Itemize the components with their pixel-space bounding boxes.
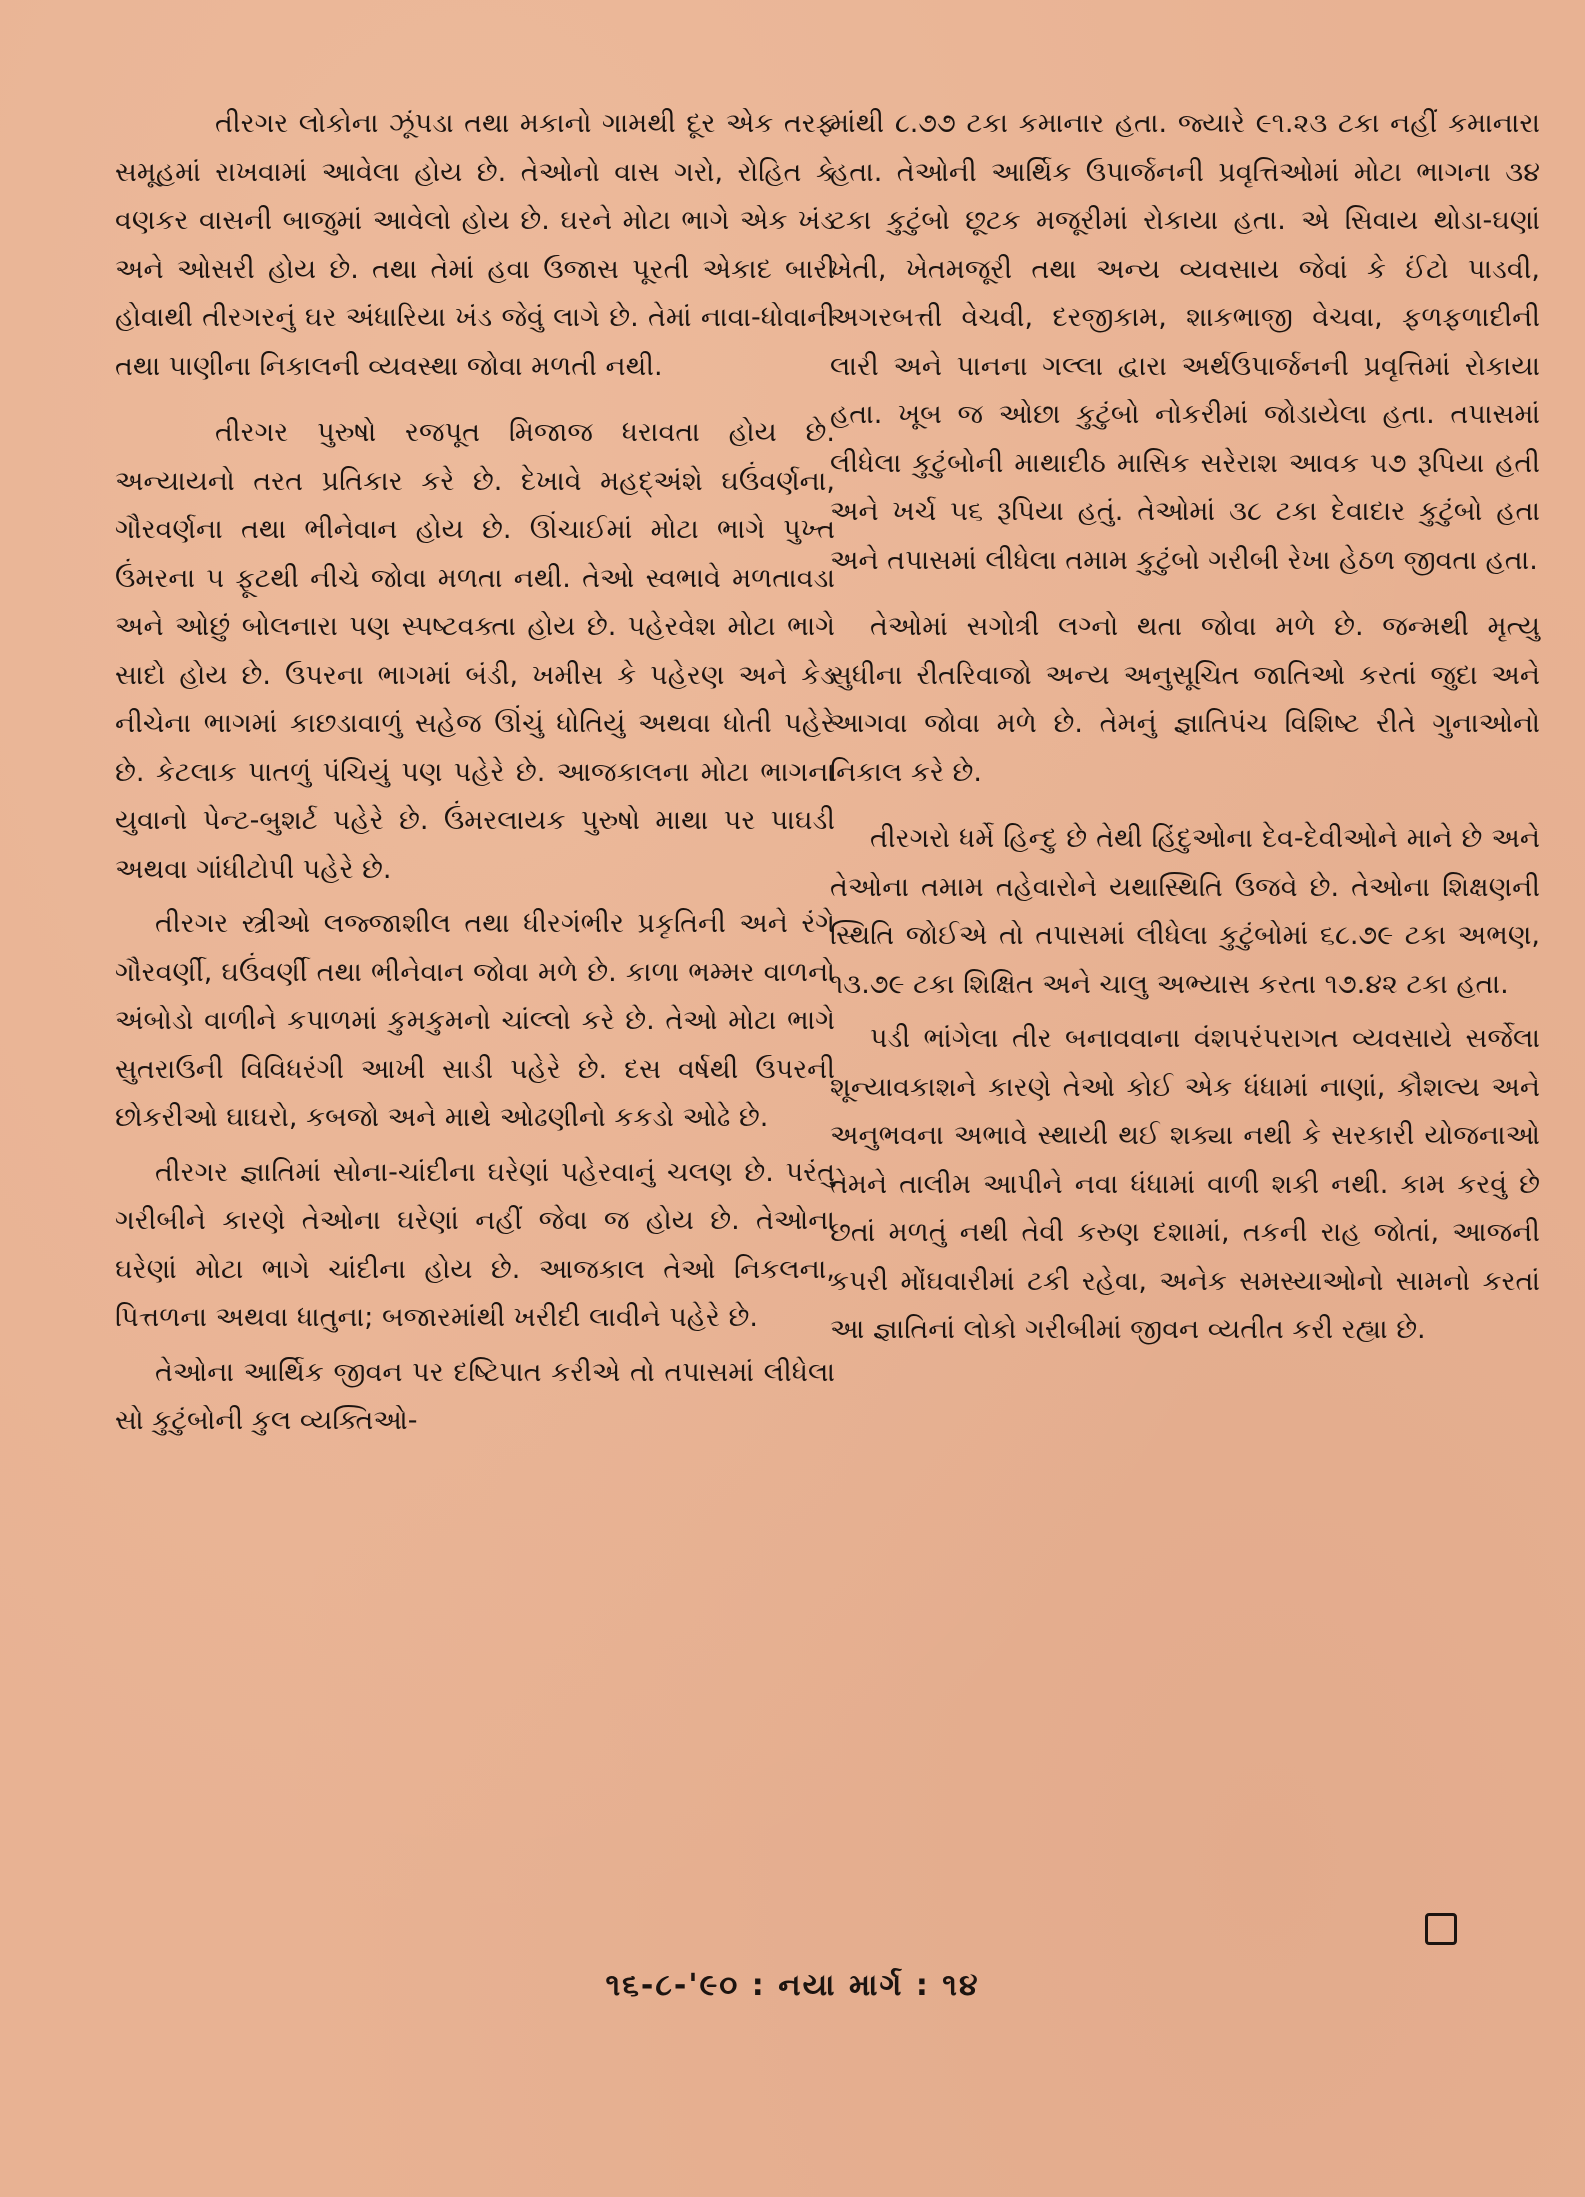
paragraph-customs: તેઓમાં સગોત્રી લગ્નો થતા જોવા મળે છે. જન્મથી મૃત્યુ સુધીના રીતરિવાજો અન્ય અનુસૂચિત જાતિઓ કરતાં જુદા અને આગવા જોવા મળે છે. તેમનું જ્ઞાતિપંચ વિશિષ્ટ રીતે ગુનાઓનો નિકાલ કરે છે. — [830, 611, 1540, 788]
right-column — [830, 100, 1540, 1361]
left-column — [115, 100, 835, 1452]
paragraph-women: તીરગર સ્ત્રીઓ લજ્જાશીલ તથા ધીરગંભીર પ્રકૃતિની અને રંગે ગૌરવર્ણી, ઘઉંવર્ણી તથા ભીનેવાન જોવા મળે છે. કાળા ભમ્મર વાળનો અંબોડો વાળીને કપાળમાં કુમકુમનો ચાંલ્લો કરે છે. તેઓ મોટા ભાગે સુતરાઉની વિવિધરંગી આખી સાડી પહેરે છે. દસ વર્ષથી ઉપરની છોકરીઓ ઘાઘરો, કબજો અને માથે ઓઢણીનો કકડો ઓઢે છે. — [115, 908, 835, 1133]
paragraph-economy-start: તેઓના આર્થિક જીવન પર દષ્ટિપાત કરીએ તો તપાસમાં લીધેલા સો કુટુંબોની કુલ વ્યક્તિઓ- — [115, 1356, 835, 1436]
paragraph-religion-education: તીરગરો ધર્મે હિન્દુ છે તેથી હિંદુઓના દેવ-દેવીઓને માને છે અને તેઓના તમામ તહેવારોને યથાસ્થિતિ ઉજવે છે. તેઓના શિક્ષણની સ્થિતિ જોઈએ તો તપાસમાં લીધેલા કુટુંબોમાં ૬૮.૭૯ ટકા અભણ, ૧૩.૭૯ ટકા શિક્ષિત અને ચાલુ અભ્યાસ કરતા ૧૭.૪૨ ટકા હતા. — [830, 823, 1540, 1000]
paragraph-men: તીરગર પુરુષો રજપૂત મિજાજ ધરાવતા હોય છે. અન્યાયનો તરત પ્રતિકાર કરે છે. દેખાવે મહદ્અંશે ઘઉંવર્ણના, ગૌરવર્ણના તથા ભીનેવાન હોય છે. ઊંચાઈમાં મોટા ભાગે પુખ્ત ઉંમરના ૫ ફૂટથી નીચે જોવા મળતા નથી. તેઓ સ્વભાવે મળતાવડા અને ઓછું બોલનારા પણ સ્પષ્ટવક્તા હોય છે. પહેરવેશ મોટા ભાગે સાદો હોય છે. ઉપરના ભાગમાં બંડી, ખમીસ કે પહેરણ અને કેડ નીચેના ભાગમાં કાછડાવાળું સહેજ ઊંચું ધોતિયું અથવા ધોતી પહેરે છે. કેટલાક પાતળું પંચિયું પણ પહેરે છે. આજકાલના મોટા ભાગના યુવાનો પેન્ટ-બુશર્ટ પહેરે છે. ઉંમરલાયક પુરુષો માથા પર પાઘડી અથવા ગાંધીટોપી પહેરે છે. — [115, 417, 835, 885]
paragraph-economy-continued: માંથી ૮.૭૭ ટકા કમાનાર હતા. જ્યારે ૯૧.૨૩ ટકા નહીં કમાનારા હતા. તેઓની આર્થિક ઉપાર્જનની પ્રવૃત્તિઓમાં મોટા ભાગના ૩૪ ટકા કુટુંબો છૂટક મજૂરીમાં રોકાયા હતા. એ સિવાય થોડા-ઘણાં ખેતી, ખેતમજૂરી તથા અન્ય વ્યવસાય જેવાં કે ઈંટો પાડવી, અગરબત્તી વેચવી, દરજીકામ, શાકભાજી વેચવા, ફળફળાદીની લારી અને પાનના ગલ્લા દ્વારા અર્થઉપાર્જનની પ્રવૃત્તિમાં રોકાયા હતા. ખૂબ જ ઓછા કુટુંબો નોકરીમાં જોડાયેલા હતા. તપાસમાં લીધેલા કુટુંબોની માથાદીઠ માસિક સરેરાશ આવક ૫૭ રૂપિયા હતી અને ખર્ચ ૫૬ રૂપિયા હતું. તેઓમાં ૩૮ ટકા દેવાદાર કુટુંબો હતા અને તપાસમાં લીધેલા તમામ કુટુંબો ગરીબી રેખા હેઠળ જીવતા હતા. — [830, 108, 1540, 576]
paragraph-livelihood: પડી ભાંગેલા તીર બનાવવાના વંશપરંપરાગત વ્યવસાયે સર્જેલા શૂન્યાવકાશને કારણે તેઓ કોઈ એક ધંધામાં નાણાં, કૌશલ્ય અને અનુભવના અભાવે સ્થાયી થઈ શક્યા નથી કે સરકારી યોજનાઓ તેમને તાલીમ આપીને નવા ધંધામાં વાળી શકી નથી. કામ કરવું છે છતાં મળતું નથી તેવી કરુણ દશામાં, તકની રાહ જોતાં, આજની કપરી મોંઘવારીમાં ટકી રહેવા, અનેક સમસ્યાઓનો સામનો કરતાં આ જ્ઞાતિનાં લોકો ગરીબીમાં જીવન વ્યતીત કરી રહ્યા છે. — [830, 1023, 1540, 1345]
end-mark-icon — [1425, 1913, 1457, 1945]
paragraph-housing: તીરગર લોકોના ઝૂંપડા તથા મકાનો ગામથી દૂર એક તરફ સમૂહમાં રાખવામાં આવેલા હોય છે. તેઓનો વાસ ગરો, રોહિત કે વણકર વાસની બાજુમાં આવેલો હોય છે. ઘરને મોટા ભાગે એક ખંડ અને ઓસરી હોય છે. તથા તેમાં હવા ઉજાસ પૂરતી એકાદ બારી હોવાથી તીરગરનું ઘર અંધારિયા ખંડ જેવું લાગે છે. તેમાં નાવા-ધોવાની તથા પાણીના નિકાલની વ્યવસ્થા જોવા મળતી નથી. — [115, 108, 835, 382]
paragraph-ornaments: તીરગર જ્ઞાતિમાં સોના-ચાંદીના ઘરેણાં પહેરવાનું ચલણ છે. પરંતુ ગરીબીને કારણે તેઓના ઘરેણાં નહીં જેવા જ હોય છે. તેઓના ઘરેણાં મોટા ભાગે ચાંદીના હોય છે. આજકાલ તેઓ નિકલના, પિત્તળના અથવા ધાતુના; બજારમાંથી ખરીદી લાવીને પહેરે છે. — [115, 1156, 835, 1333]
page-footer: ૧૬-૮-'૯૦ : નયા માર્ગ : ૧૪ — [605, 1968, 980, 2003]
